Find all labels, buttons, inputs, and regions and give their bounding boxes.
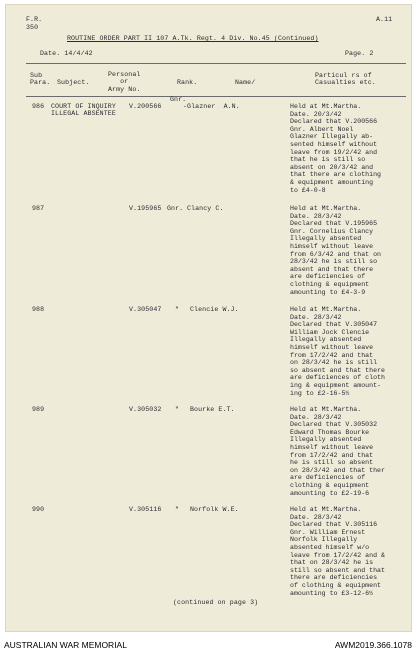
entry-details: Held at Mt.Martha. Date. 28/3/42 Declared that V.195965 Gnr. Cornelius Clancy Illegally absented himself without leave from 6/3/42 and that on 28/3/42 he is still so absent and that there are deficiencies of clothing & equipment amounting to £4-3-9 bbox=[290, 205, 382, 296]
document-sheet bbox=[5, 4, 412, 632]
col-rank: Rank. bbox=[177, 79, 198, 86]
entry-name: Norfolk W.E. bbox=[190, 506, 239, 513]
entry-para: 990 bbox=[32, 506, 45, 513]
order-date: Date. 14/4/42 bbox=[40, 50, 93, 57]
entry-name: -Glazner A.N. bbox=[183, 103, 240, 110]
entry-name: Clancy C. bbox=[187, 205, 224, 212]
footer-bar bbox=[0, 634, 417, 653]
entry-name: Bourke E.T. bbox=[190, 406, 235, 413]
entry-para: 989 bbox=[32, 406, 45, 413]
entry-para: 987 bbox=[32, 205, 45, 212]
header-rule-bottom bbox=[26, 96, 406, 97]
entry-name: Clencie W.J. bbox=[190, 306, 239, 313]
page-number: Page. 2 bbox=[345, 50, 374, 57]
col-personal-no: Personal or Army No. bbox=[108, 71, 141, 93]
entry-number: V.305032 bbox=[129, 406, 162, 413]
entry-para: 986 bbox=[32, 103, 45, 110]
entry-rank: Gnr. bbox=[167, 205, 184, 212]
entry-rank: Gnr. bbox=[170, 96, 187, 103]
entry-number: V.305047 bbox=[129, 306, 162, 313]
col-particulars: Particul rs of Casualties etc. bbox=[315, 72, 376, 87]
entry-details: Held at Mt.Martha. Date. 20/3/42 Declared that V.200566 Gnr. Albert Noel Glazner Illegally ab- sented himself without leave from 19/2/42 and that he is still so absent on 20/3/42 and that there are clothing & equipment amounting to £4-0-8 bbox=[290, 103, 382, 194]
footer-source: AUSTRALIAN WAR MEMORIAL bbox=[4, 640, 127, 650]
col-sub-para: Sub Para. bbox=[30, 72, 51, 87]
entry-para: 988 bbox=[32, 306, 45, 313]
entry-number: V.195965 bbox=[129, 205, 162, 212]
col-name: Name/ bbox=[235, 79, 256, 86]
entry-number: V.305116 bbox=[129, 506, 162, 513]
entry-rank: " bbox=[175, 406, 180, 413]
col-subject: Subject. bbox=[57, 79, 90, 86]
header-rule-top bbox=[26, 63, 406, 64]
continued-note: (continued on page 3) bbox=[173, 599, 259, 606]
entry-details: Held at Mt.Martha. Date. 28/3/42 Declared that V.305032 Edward Thomas Bourke Illegally absented himself without leave from 17/2/42 and that he is still so absent on 28/3/42 and that ther are deficiencies of clothing & equipment amounting to £2-19-6 bbox=[290, 406, 385, 497]
entry-rank: " bbox=[175, 306, 180, 313]
entry-details: Held at Mt.Martha. Date. 28/3/42 Declared that V.305116 Gnr. William Ernest Norfolk Illegally absented himself w/o leave from 17/2/42 and & that on 28/3/42 he is still so absent and that there are deficiencies of clothing & equipment amounting to £3-12-6½ bbox=[290, 506, 385, 597]
order-title: ROUTINE ORDER PART II 107 A.Tk. Regt. 4 Div. No.45 (Continued) bbox=[67, 35, 319, 42]
sheet-code: A.11 bbox=[376, 16, 393, 23]
ref-top: F.R. bbox=[26, 16, 43, 23]
footer-accession: AWM2019.366.1078 bbox=[334, 640, 412, 650]
entry-subject: COURT OF INQUIRY ILLEGAL ABSENTEE bbox=[51, 103, 116, 118]
entry-details: Held at Mt.Martha. Date. 28/3/42 Declared that V.305047 William Jock Clencie Illegally absented himself without leave from 17/2/42 and that on 28/3/42 he is still so absent and that there are deficiences of cloth ing & equipment amount- ing to £2-16-5½ bbox=[290, 306, 385, 397]
ref-number: 350 bbox=[26, 24, 39, 31]
entry-rank: " bbox=[175, 506, 180, 513]
entry-number: V.200566 bbox=[129, 103, 162, 110]
